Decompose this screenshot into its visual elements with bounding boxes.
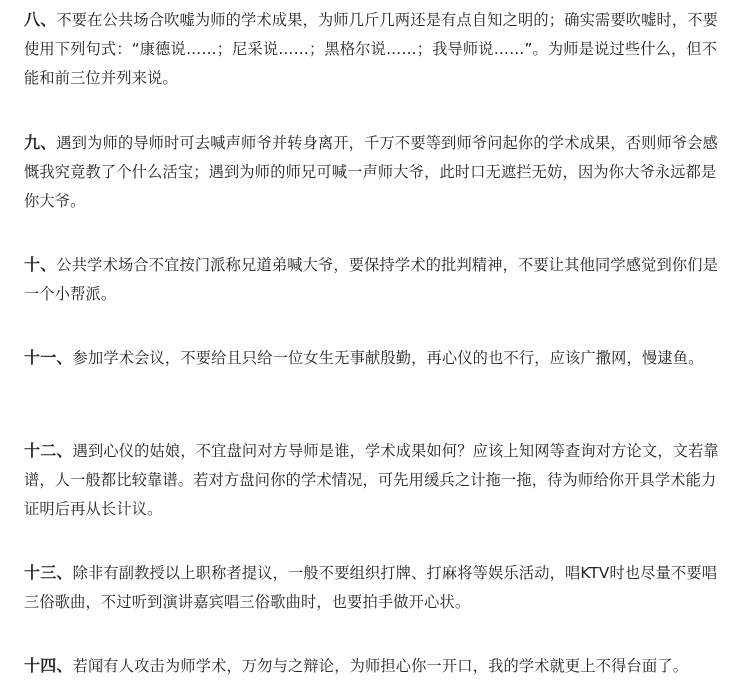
- rule-number: 十、: [24, 255, 57, 274]
- rule-number: 九、: [24, 133, 57, 152]
- rule-paragraph-10: [24, 250, 719, 309]
- rule-number: 十四、: [24, 656, 73, 675]
- rule-number: 十一、: [24, 348, 73, 367]
- rule-text: 公共学术场合不宜按门派称兄道弟喊大爷，要保持学术的批判精神，不要让其他同学感觉到你们是一个小帮派。: [24, 256, 719, 303]
- rule-number: 十二、: [24, 441, 73, 460]
- rule-text: 遇到心仪的姑娘，不宜盘问对方导师是谁，学术成果如何？应该上知网等查询对方论文，文若靠谱，人一般都比较靠谱。若对方盘问你的学术情况，可先用缓兵之计拖一拖，待为师给你开具学术能力证明后再从长计议。: [24, 442, 719, 518]
- rule-paragraph-14: [24, 651, 719, 681]
- rule-text: 不要在公共场合吹嘘为师的学术成果，为师几斤几两还是有点自知之明的；确实需要吹嘘时，不要使用下列句式：“康德说……；尼采说……；黑格尔说……；我导师说……”。为师是说过些什么，但不能和前三位并列来说。: [24, 11, 719, 87]
- rule-paragraph-11: [24, 343, 719, 373]
- rule-paragraph-8: [24, 5, 719, 93]
- rule-text: 若闻有人攻击为师学术，万勿与之辩论，为师担心你一开口，我的学术就更上不得台面了。: [72, 657, 689, 675]
- rule-text: 参加学术会议，不要给且只给一位女生无事献殷勤，再心仪的也不行，应该广撒网，慢逮鱼。: [72, 349, 704, 367]
- rule-text: 遇到为师的导师时可去喊声师爷并转身离开，千万不要等到师爷问起你的学术成果，否则师爷会感慨我究竟教了个什么活宝；遇到为师的师兄可喊一声师大爷，此时口无遮拦无妨，因为你大爷永远都是你大爷。: [24, 134, 719, 210]
- rule-paragraph-13: [24, 558, 719, 617]
- rule-paragraph-12: [24, 436, 719, 524]
- rule-text: 除非有副教授以上职称者提议，一般不要组织打牌、打麻将等娱乐活动，唱KTV时也尽量不要唱三俗歌曲，不过听到演讲嘉宾唱三俗歌曲时，也要拍手做开心状。: [24, 564, 718, 611]
- rule-number: 十三、: [24, 563, 73, 582]
- rule-paragraph-9: [24, 128, 719, 216]
- rule-number: 八、: [24, 10, 57, 29]
